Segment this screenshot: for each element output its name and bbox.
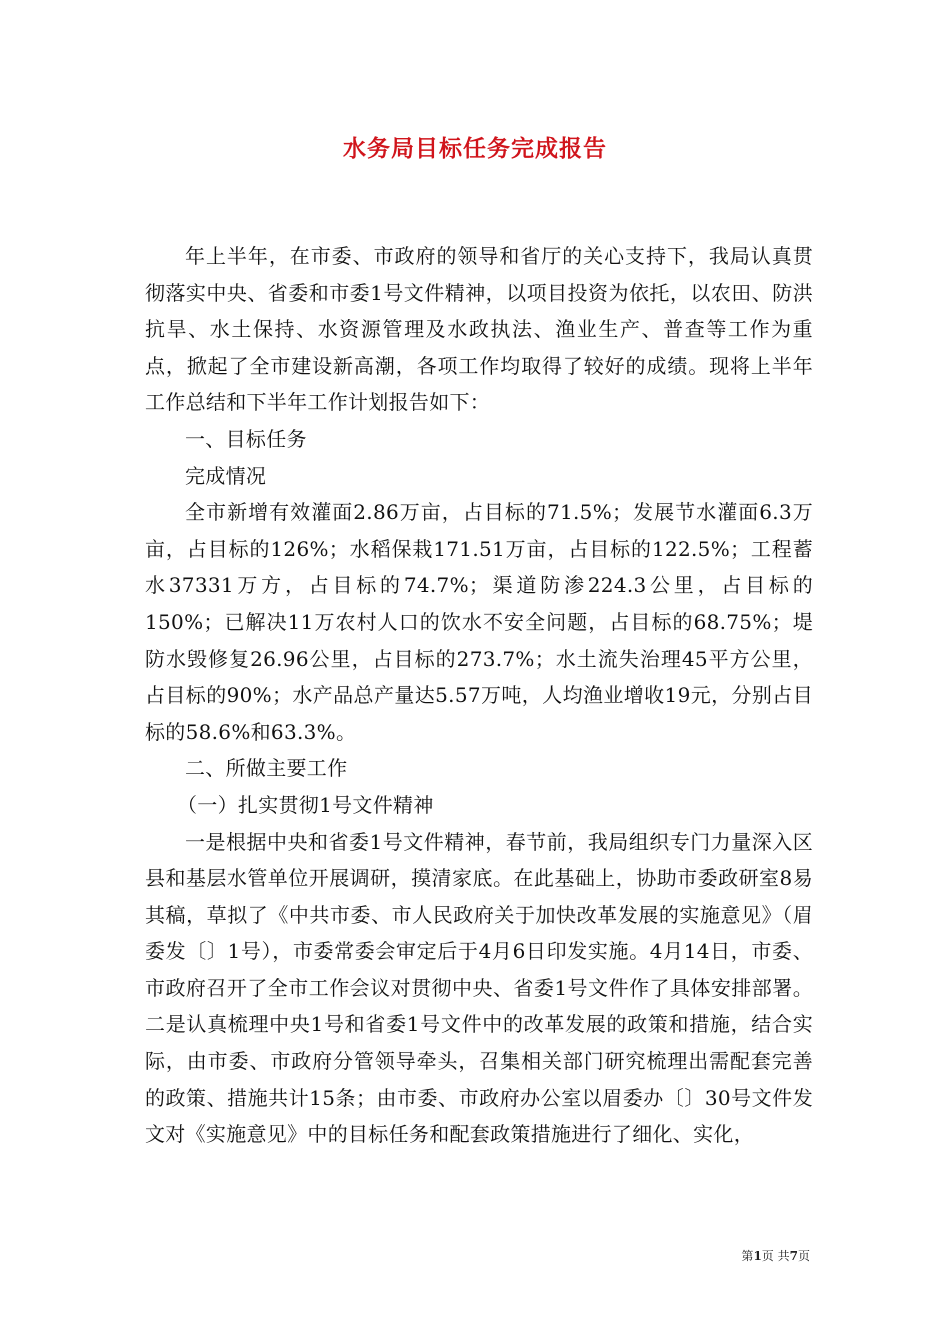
- footer-middle: 页 共: [761, 1249, 790, 1263]
- work-detail-paragraph: 一是根据中央和省委1号文件精神，春节前，我局组织专门力量深入区县和基层水管单位开展调研，摸清家底。在此基础上，协助市委政研室8易其稿，草拟了《中共市委、市人民政府关于加快改革发展的实施意见》（眉委发〔〕1号），市委常委会审定后于4月6日印发实施。4月14日，市委、市政府召开了全市工作会议对贯彻中央、省委1号文件作了具体安排部署。二是认真梳理中央1号和省委1号文件中的改革发展的政策和措施，结合实际，由市委、市政府分管领导牵头，召集相关部门研究梳理出需配套完善的政策、措施共计15条；由市委、市政府办公室以眉委办〔〕30号文件发文对《实施意见》中的目标任务和配套政策措施进行了细化、实化，: [145, 829, 813, 1147]
- footer-suffix: 页: [797, 1249, 810, 1263]
- subsection-heading-1: （一）扎实贯彻1号文件精神: [177, 792, 434, 817]
- page-footer: [0, 1248, 810, 1264]
- section-heading-targets: 一、目标任务: [185, 426, 307, 451]
- footer-prefix: 第: [741, 1249, 754, 1263]
- footer-page-number: 1: [753, 1249, 762, 1263]
- completion-paragraph: 全市新增有效灌面2.86万亩，占目标的71.5%；发展节水灌面6.3万亩，占目标的126%；水稻保栽171.51万亩，占目标的122.5%；工程蓄水37331万方，占目标的74.7%；渠道防渗224.3公里，占目标的150%；已解决11万农村人口的饮水不安全问题，占目标的68.75%；堤防水毁修复26.96公里，占目标的273.7%；水土流失治理45平方公里，占目标的90%；水产品总产量达5.57万吨，人均渔业增收19元，分别占目标的58.6%和63.3%。: [145, 500, 813, 744]
- footer-total-pages: 7: [789, 1249, 798, 1263]
- document-body: [145, 238, 813, 1153]
- intro-paragraph: 年上半年，在市委、市政府的领导和省厅的关心支持下，我局认真贯彻落实中央、省委和市委1号文件精神，以项目投资为依托，以农田、防洪抗旱、水土保持、水资源管理及水政执法、渔业生产、普查等工作为重点，掀起了全市建设新高潮，各项工作均取得了较好的成绩。现将上半年工作总结和下半年工作计划报告如下：: [145, 244, 813, 415]
- document-title: 水务局目标任务完成报告: [343, 135, 607, 162]
- subheading-completion: 完成情况: [185, 463, 267, 488]
- section-heading-main-work: 二、所做主要工作: [185, 756, 348, 781]
